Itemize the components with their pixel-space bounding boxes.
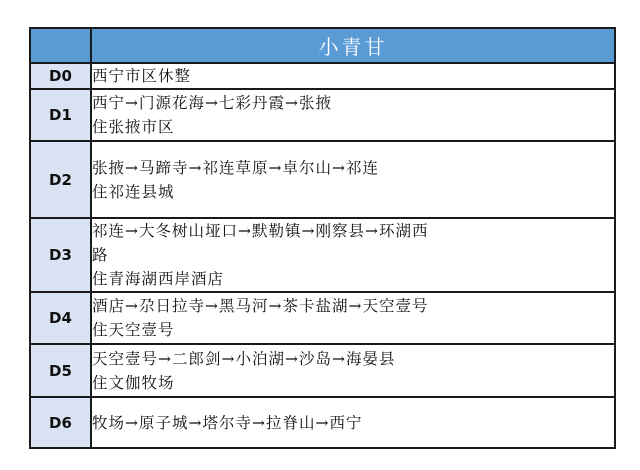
route-line-continued: 路: [92, 246, 109, 264]
table-header-row: [30, 28, 615, 63]
day-description: [91, 397, 615, 448]
day-description: [91, 218, 615, 292]
route-line: 西宁市区休整: [92, 67, 192, 85]
table-title: 小青甘: [91, 28, 615, 63]
day-description: [91, 63, 615, 89]
route-line: 牧场→原子城→塔尔寺→拉脊山→西宁: [92, 413, 363, 432]
day-description: [91, 141, 615, 218]
header-corner-cell: [30, 28, 91, 63]
day-description: [91, 292, 615, 344]
table-row: [30, 89, 615, 141]
table-row: [30, 344, 615, 397]
table-row: [30, 218, 615, 292]
stay-line: 住天空壹号: [92, 321, 175, 339]
table-row: [30, 141, 615, 218]
route-line: 西宁→门源花海→七彩丹霞→张掖: [92, 94, 332, 112]
day-label: D3: [30, 218, 91, 292]
day-description: [91, 89, 615, 141]
table-row: [30, 397, 615, 448]
route-line: 酒店→尕日拉寺→黑马河→茶卡盐湖→天空壹号: [92, 297, 429, 315]
day-label: D2: [30, 141, 91, 218]
table-row: [30, 292, 615, 344]
day-label: D4: [30, 292, 91, 344]
stay-line: 住祁连县城: [92, 182, 175, 201]
route-line: 天空壹号→二郎剑→小泊湖→沙岛→海晏县: [92, 349, 396, 368]
day-label: D1: [30, 89, 91, 141]
stay-line: 住张掖市区: [92, 118, 175, 136]
itinerary-table: [29, 27, 616, 449]
route-line: 祁连→大冬树山垭口→默勒镇→刚察县→环湖西: [92, 222, 429, 240]
route-line: 张掖→马蹄寺→祁连草原→卓尔山→祁连: [92, 158, 379, 177]
day-description: [91, 344, 615, 397]
table-row: [30, 63, 615, 89]
stay-line: 住文伽牧场: [92, 373, 175, 392]
day-label: D6: [30, 397, 91, 448]
day-label: D5: [30, 344, 91, 397]
day-label: D0: [30, 63, 91, 89]
stay-line: 住青海湖西岸酒店: [92, 270, 225, 288]
